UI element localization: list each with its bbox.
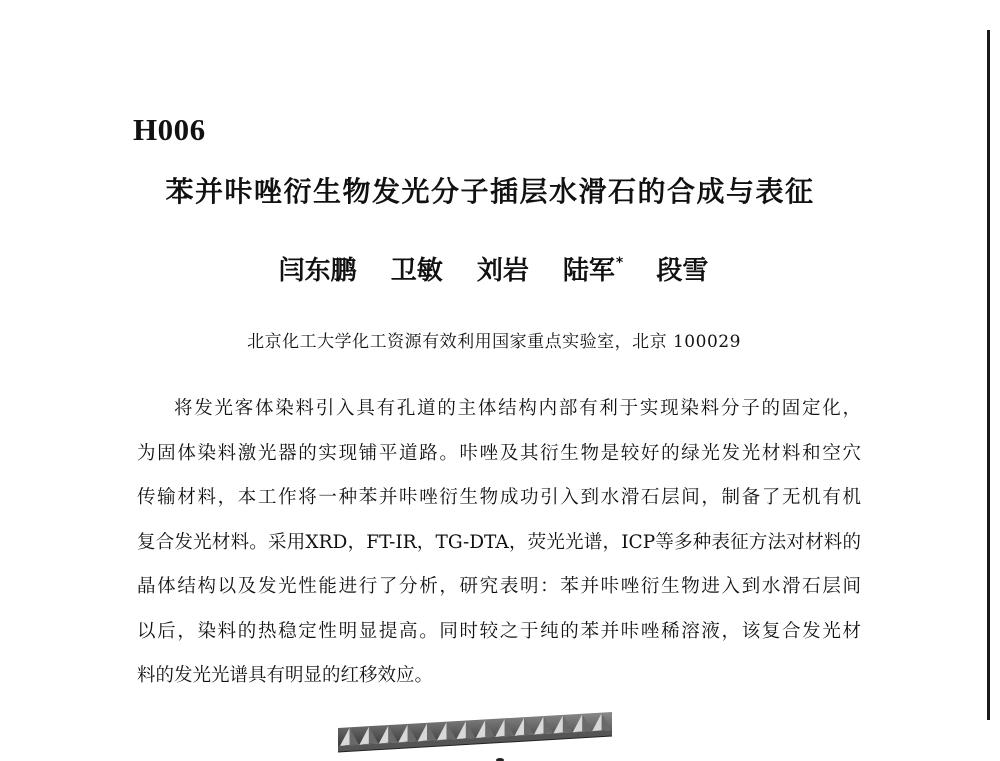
abstract-line: 为固体染料激光器的实现铺平道路。咔唑及其衍生物是较好的绿光发光材料和空穴 — [137, 442, 861, 464]
author-name: 刘岩 — [476, 256, 529, 286]
layered-structure-figure — [330, 708, 620, 761]
scan-edge-line — [987, 30, 990, 720]
author-name: 闫东鹏 — [278, 256, 357, 286]
author-list — [0, 250, 988, 287]
affiliation: 北京化工大学化工资源有效利用国家重点实验室，北京 100029 — [247, 332, 741, 352]
author-name: 卫敏 — [390, 256, 443, 286]
corresponding-author-mark: * — [615, 255, 624, 271]
paper-title: 苯并咔唑衍生物发光分子插层水滑石的合成与表征 — [165, 175, 815, 208]
author — [477, 250, 530, 287]
abstract-line: 将发光客体染料引入具有孔道的主体结构内部有利于实现染料分子的固定化， — [174, 398, 861, 419]
abstract-line: 复合发光材料。采用XRD，FT-IR，TG-DTA，荧光光谱，ICP等多种表征方法对材料的 — [137, 531, 861, 553]
abstract-line: 传输材料，本工作将一种苯并咔唑衍生物成功引入到水滑石层间，制备了无机有机 — [137, 487, 861, 508]
abstract-line: 晶体结构以及发光性能进行了分析，研究表明：苯并咔唑衍生物进入到水滑石层间 — [137, 576, 861, 597]
abstract-line: 料的发光光谱具有明显的红移效应。 — [137, 665, 434, 686]
author — [656, 250, 709, 287]
author-name: 段雪 — [656, 256, 709, 286]
abstract — [137, 387, 861, 699]
author — [391, 250, 444, 287]
author-name: 陆军 — [562, 256, 615, 286]
author — [563, 250, 623, 287]
author — [279, 250, 358, 287]
paper-code: H006 — [133, 112, 206, 147]
hydrotalcite-layer-illustration — [330, 708, 620, 761]
abstract-line: 以后，染料的热稳定性明显提高。同时较之于纯的苯并咔唑稀溶液，该复合发光材 — [137, 620, 861, 642]
